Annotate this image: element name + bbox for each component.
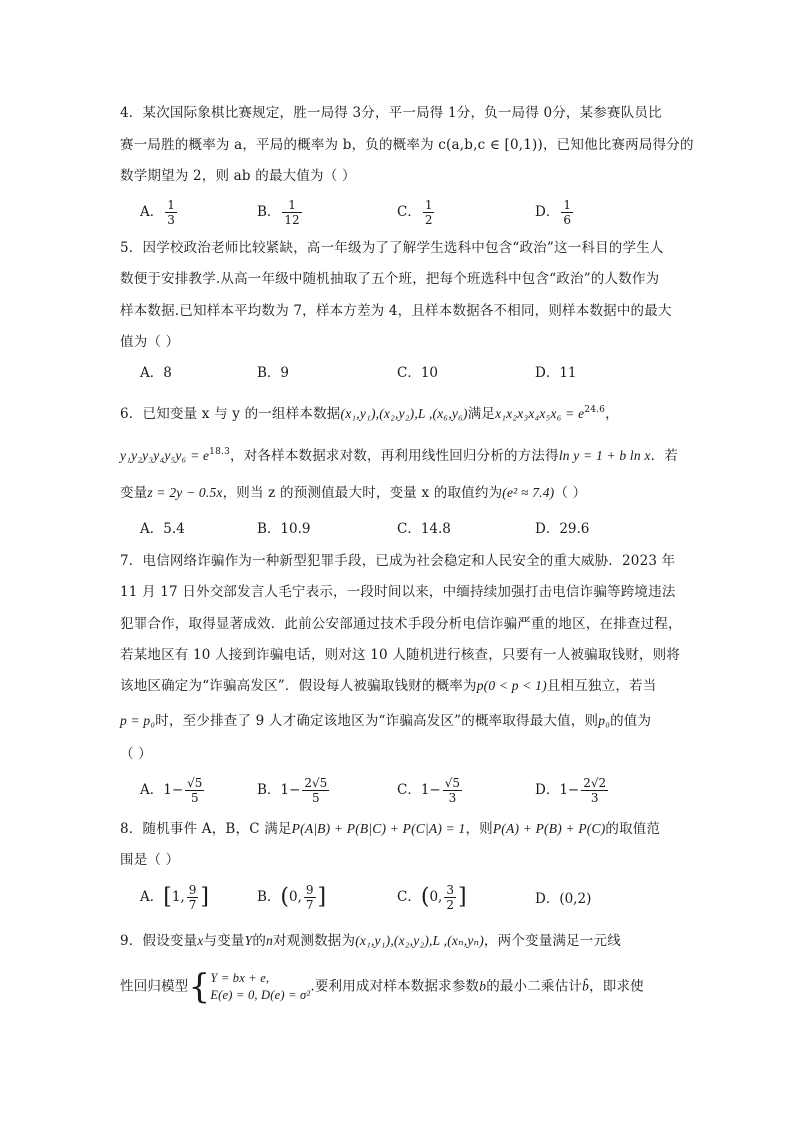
q8-option-d: D．(0,2) xyxy=(535,891,592,907)
q7-option-a: A．1− $\frac{√5}{5}$ xyxy=(140,776,203,805)
q4-line3: 数学期望为 2，则 ab 的最大值为（ ） xyxy=(120,168,356,184)
q7-option-d: D．1− $\frac{2√2}{3}$ xyxy=(535,776,607,805)
q8-line1: 8．随机事件 A，B，C 满足P(A|B) + P(B|C) + P(C|A) = 1，则P(A) + P(B) + P(C)的取值范 xyxy=(120,821,661,837)
q6-option-b: B．10.9 xyxy=(257,521,311,537)
q6-option-c: C．14.8 xyxy=(397,521,451,537)
q8-option-c: C．(0, $\frac{3}{2}$ ] xyxy=(397,883,467,912)
q8-line2: 围是（ ） xyxy=(120,852,180,868)
q5-option-c: C．10 xyxy=(397,365,439,381)
q4-option-b: B． $\frac{1}{12}$ xyxy=(257,198,300,227)
q4-line2: 赛一局胜的概率为 a，平局的概率为 b，负的概率为 c(a,b,c ∈ [0,1))，已知他比赛两局得分的 xyxy=(120,137,694,153)
q4-option-a: A． $\frac{1}{3}$ xyxy=(140,198,175,227)
q7-line1: 7．电信网络诈骗作为一种新型犯罪手段，已成为社会稳定和人民安全的重大威胁．2023 年 xyxy=(120,553,676,569)
q6-line1: 6．已知变量 x 与 y 的一组样本数据(x₁,y₁),(x₂,y₂),L ,(x₆,y₆)满足$x_1x_2x_3x_4x_5x_6 = e^{24.6}$， xyxy=(120,405,619,422)
q8-option-b: B．(0, $\frac{9}{7}$ ] xyxy=(257,883,327,912)
q8-option-a: A．[1, $\frac{9}{7}$ ] xyxy=(140,883,209,912)
q4-option-d: D． $\frac{1}{6}$ xyxy=(535,198,571,227)
q6-line2: $y_1y_2y_3y_4y_5y_6 = e^{18.3}$，对各样本数据求对数，再利用线性回归分析的方法得ln y = 1 + b ln x．若 xyxy=(120,447,678,464)
q7-option-b: B．1− $\frac{2√5}{5}$ xyxy=(257,776,328,805)
q7-line6: p = p₀时，至少排查了 9 人才确定该地区为“诈骗高发区”的概率取得最大值，则p₀的值为 xyxy=(120,713,652,729)
q6-line3: 变量z = 2y − 0.5x，则当 z 的预测值最大时，变量 x 的取值约为(e² ≈ 7.4)（ ） xyxy=(120,485,587,501)
q6-option-d: D．29.6 xyxy=(535,521,590,537)
q5-line2: 数便于安排教学.从高一年级中随机抽取了五个班，把每个班选科中包含“政治”的人数作为 xyxy=(120,271,660,287)
q5-option-a: A．8 xyxy=(140,365,172,381)
q5-line1: 5．因学校政治老师比较紧缺，高一年级为了了解学生选科中包含“政治”这一科目的学生人 xyxy=(120,240,664,256)
q6-option-a: A．5.4 xyxy=(140,521,185,537)
q5-line4: 值为（ ） xyxy=(120,334,180,350)
q5-line3: 样本数据.已知样本平均数为 7，样本方差为 4，且样本数据各不相同，则样本数据中的最大 xyxy=(120,303,672,319)
q7-option-c: C．1− $\frac{√5}{3}$ xyxy=(397,776,461,805)
q7-line5: 该地区确定为“诈骗高发区”．假设每人被骗取钱财的概率为p(0 < p < 1)且相互独立，若当 xyxy=(120,678,657,694)
q4-option-c: C． $\frac{1}{2}$ xyxy=(397,198,433,227)
q9-line1: 9．假设变量x与变量Y的n对观测数据为(x₁,y₁),(x₂,y₂),L ,(xₙ,yₙ)，两个变量满足一元线 xyxy=(120,933,621,949)
q7-line3: 犯罪合作，取得显著成效．此前公安部通过技术手段分析电信诈骗严重的地区，在排查过程， xyxy=(120,616,682,632)
q7-line4: 若某地区有 10 人接到诈骗电话，则对这 10 人随机进行核查，只要有一人被骗取钱财，则将 xyxy=(120,647,681,663)
q9-line2: 性回归模型{ Y = bx + e, E(e) = 0, D(e) = σ² .要利用成对样本数据求参数b的最小二乘估计b̂，即求使 xyxy=(120,967,644,1007)
q7-line2: 11 月 17 日外交部发言人毛宁表示，一段时间以来，中缅持续加强打击电信诈骗等跨境违法 xyxy=(120,584,676,600)
q5-option-b: B．9 xyxy=(257,365,290,381)
q7-line7: （ ） xyxy=(120,746,152,762)
q4-line1: 4．某次国际象棋比赛规定，胜一局得 3分，平一局得 1分，负一局得 0分，某参赛队员比 xyxy=(120,105,662,121)
q5-option-d: D．11 xyxy=(535,365,577,381)
